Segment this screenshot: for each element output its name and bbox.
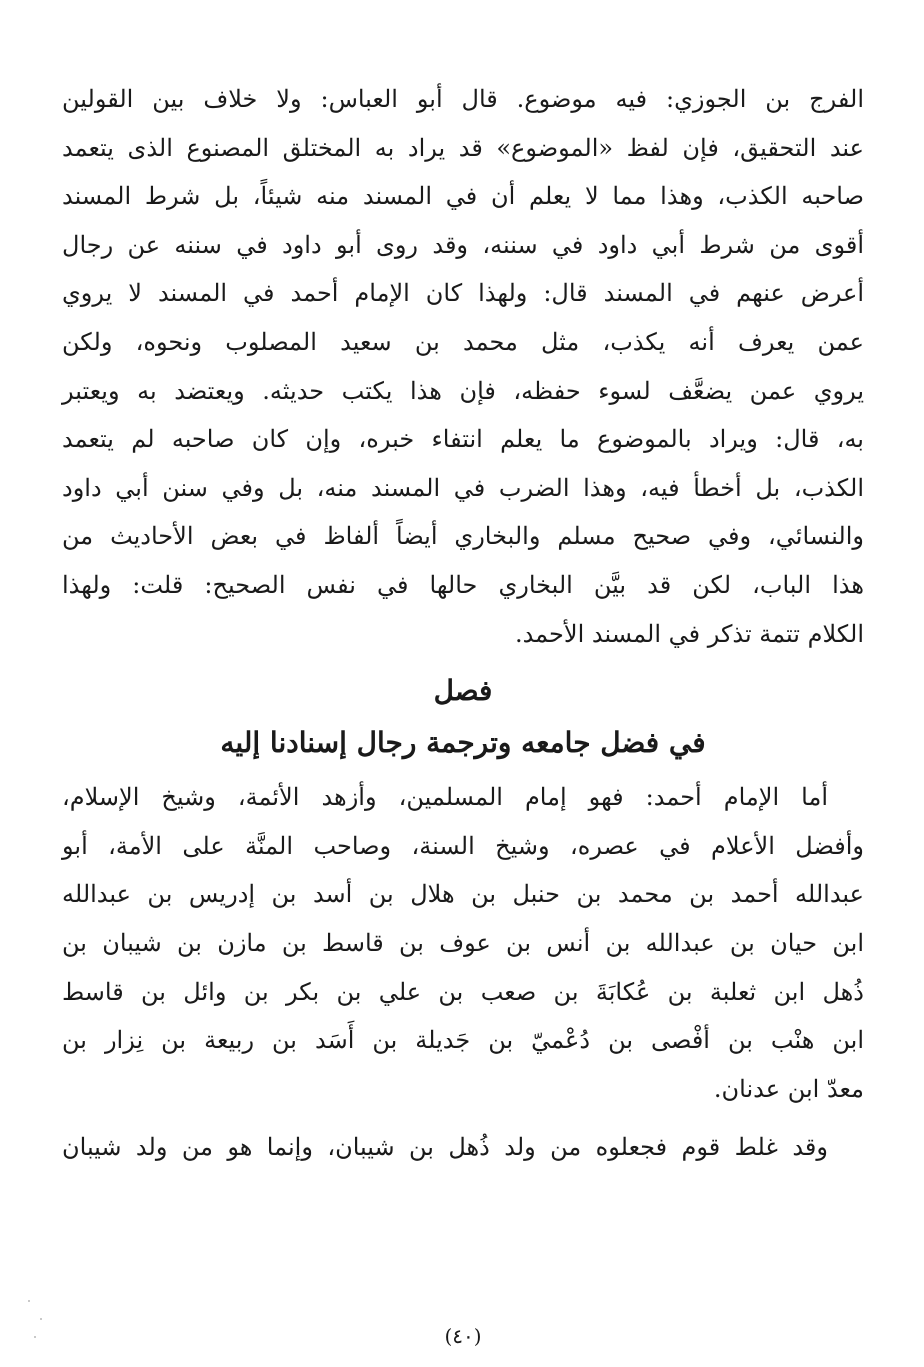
text-line: أعرض عنهم في المسند قال: ولهذا كان الإمام أحمد في المسند لا يروي bbox=[62, 279, 864, 308]
page-number: (٤٠) bbox=[444, 1324, 482, 1348]
scan-speck bbox=[34, 1336, 36, 1338]
text-line: هذا الباب، لكن قد بيَّن البخاري حالها في نفس الصحيح: قلت: ولهذا bbox=[62, 570, 864, 599]
text-line: يروي عمن يضعَّف لسوء حفظه، فإن هذا يكتب حديثه. ويعتضد به ويعتبر bbox=[62, 376, 864, 405]
text-line: الكلام تتمة تذكر في المسند الأحمد. bbox=[514, 619, 864, 648]
section-heading: فصل bbox=[433, 674, 493, 708]
book-page bbox=[62, 70, 865, 1348]
scan-speck bbox=[40, 1318, 42, 1320]
text-line: عمن يعرف أنه يكذب، مثل محمد بن سعيد المصلوب ونحوه، ولكن bbox=[62, 327, 864, 356]
text-line: ابن هنْب بن أفْصى بن دُعْميّ بن جَديلة بن أَسَد بن ربيعة بن نِزار بن bbox=[62, 1026, 865, 1055]
body-paragraph bbox=[62, 1123, 864, 1172]
text-line: معدّ ابن عدنان. bbox=[713, 1074, 864, 1103]
text-line: والنسائي، وفي صحيح مسلم والبخاري أيضاً ألفاظ في بعض الأحاديث من bbox=[62, 522, 864, 551]
text-line: ابن حيان بن عبدالله بن أنس بن عوف بن قاسط بن مازن بن شيبان بن bbox=[62, 928, 864, 957]
text-line: الفرج بن الجوزي: فيه موضوع. قال أبو العباس: ولا خلاف بين القولين bbox=[62, 85, 864, 113]
text-line: أما الإمام أحمد: فهو إمام المسلمين، وأزهد الأئمة، وشيخ الإسلام، bbox=[62, 783, 828, 812]
section-subheading: في فضل جامعه وترجمة رجال إسنادنا إليه bbox=[220, 726, 706, 760]
text-line: عند التحقيق، فإن لفظ «الموضوع» قد يراد به المختلق المصنوع الذى يتعمد bbox=[62, 133, 864, 162]
text-line: أقوى من شرط أبي داود في سننه، وقد روى أبو داود في سننه عن رجال bbox=[62, 230, 864, 259]
text-line: ذُهل ابن ثعلبة بن عُكابَةَ بن صعب بن علي بن بكر بن وائل بن قاسط bbox=[62, 977, 864, 1006]
text-line: وأفضل الأعلام في عصره، وشيخ السنة، وصاحب المنَّة على الأمة، أبو bbox=[62, 831, 864, 860]
text-line: به، قال: ويراد بالموضوع ما يعلم انتفاء خبره، وإن كان صاحبه لم يتعمد bbox=[62, 425, 864, 454]
text-line: الكذب، بل أخطأ فيه، وهذا الضرب في المسند منه، بل وفي سنن أبي داود bbox=[62, 473, 864, 502]
text-line: صاحبه الكذب، وهذا مما لا يعلم أن في المسند منه شيئاً، بل شرط المسند bbox=[62, 182, 864, 211]
text-line: عبدالله أحمد بن محمد بن حنبل بن هلال بن أسد بن إدريس بن عبدالله bbox=[62, 880, 864, 909]
body-paragraph bbox=[62, 773, 864, 1113]
scan-speck bbox=[28, 1300, 30, 1302]
body-paragraph bbox=[62, 75, 864, 658]
text-line: وقد غلط قوم فجعلوه من ولد ذُهل بن شيبان، وإنما هو من ولد شيبان bbox=[62, 1133, 828, 1162]
